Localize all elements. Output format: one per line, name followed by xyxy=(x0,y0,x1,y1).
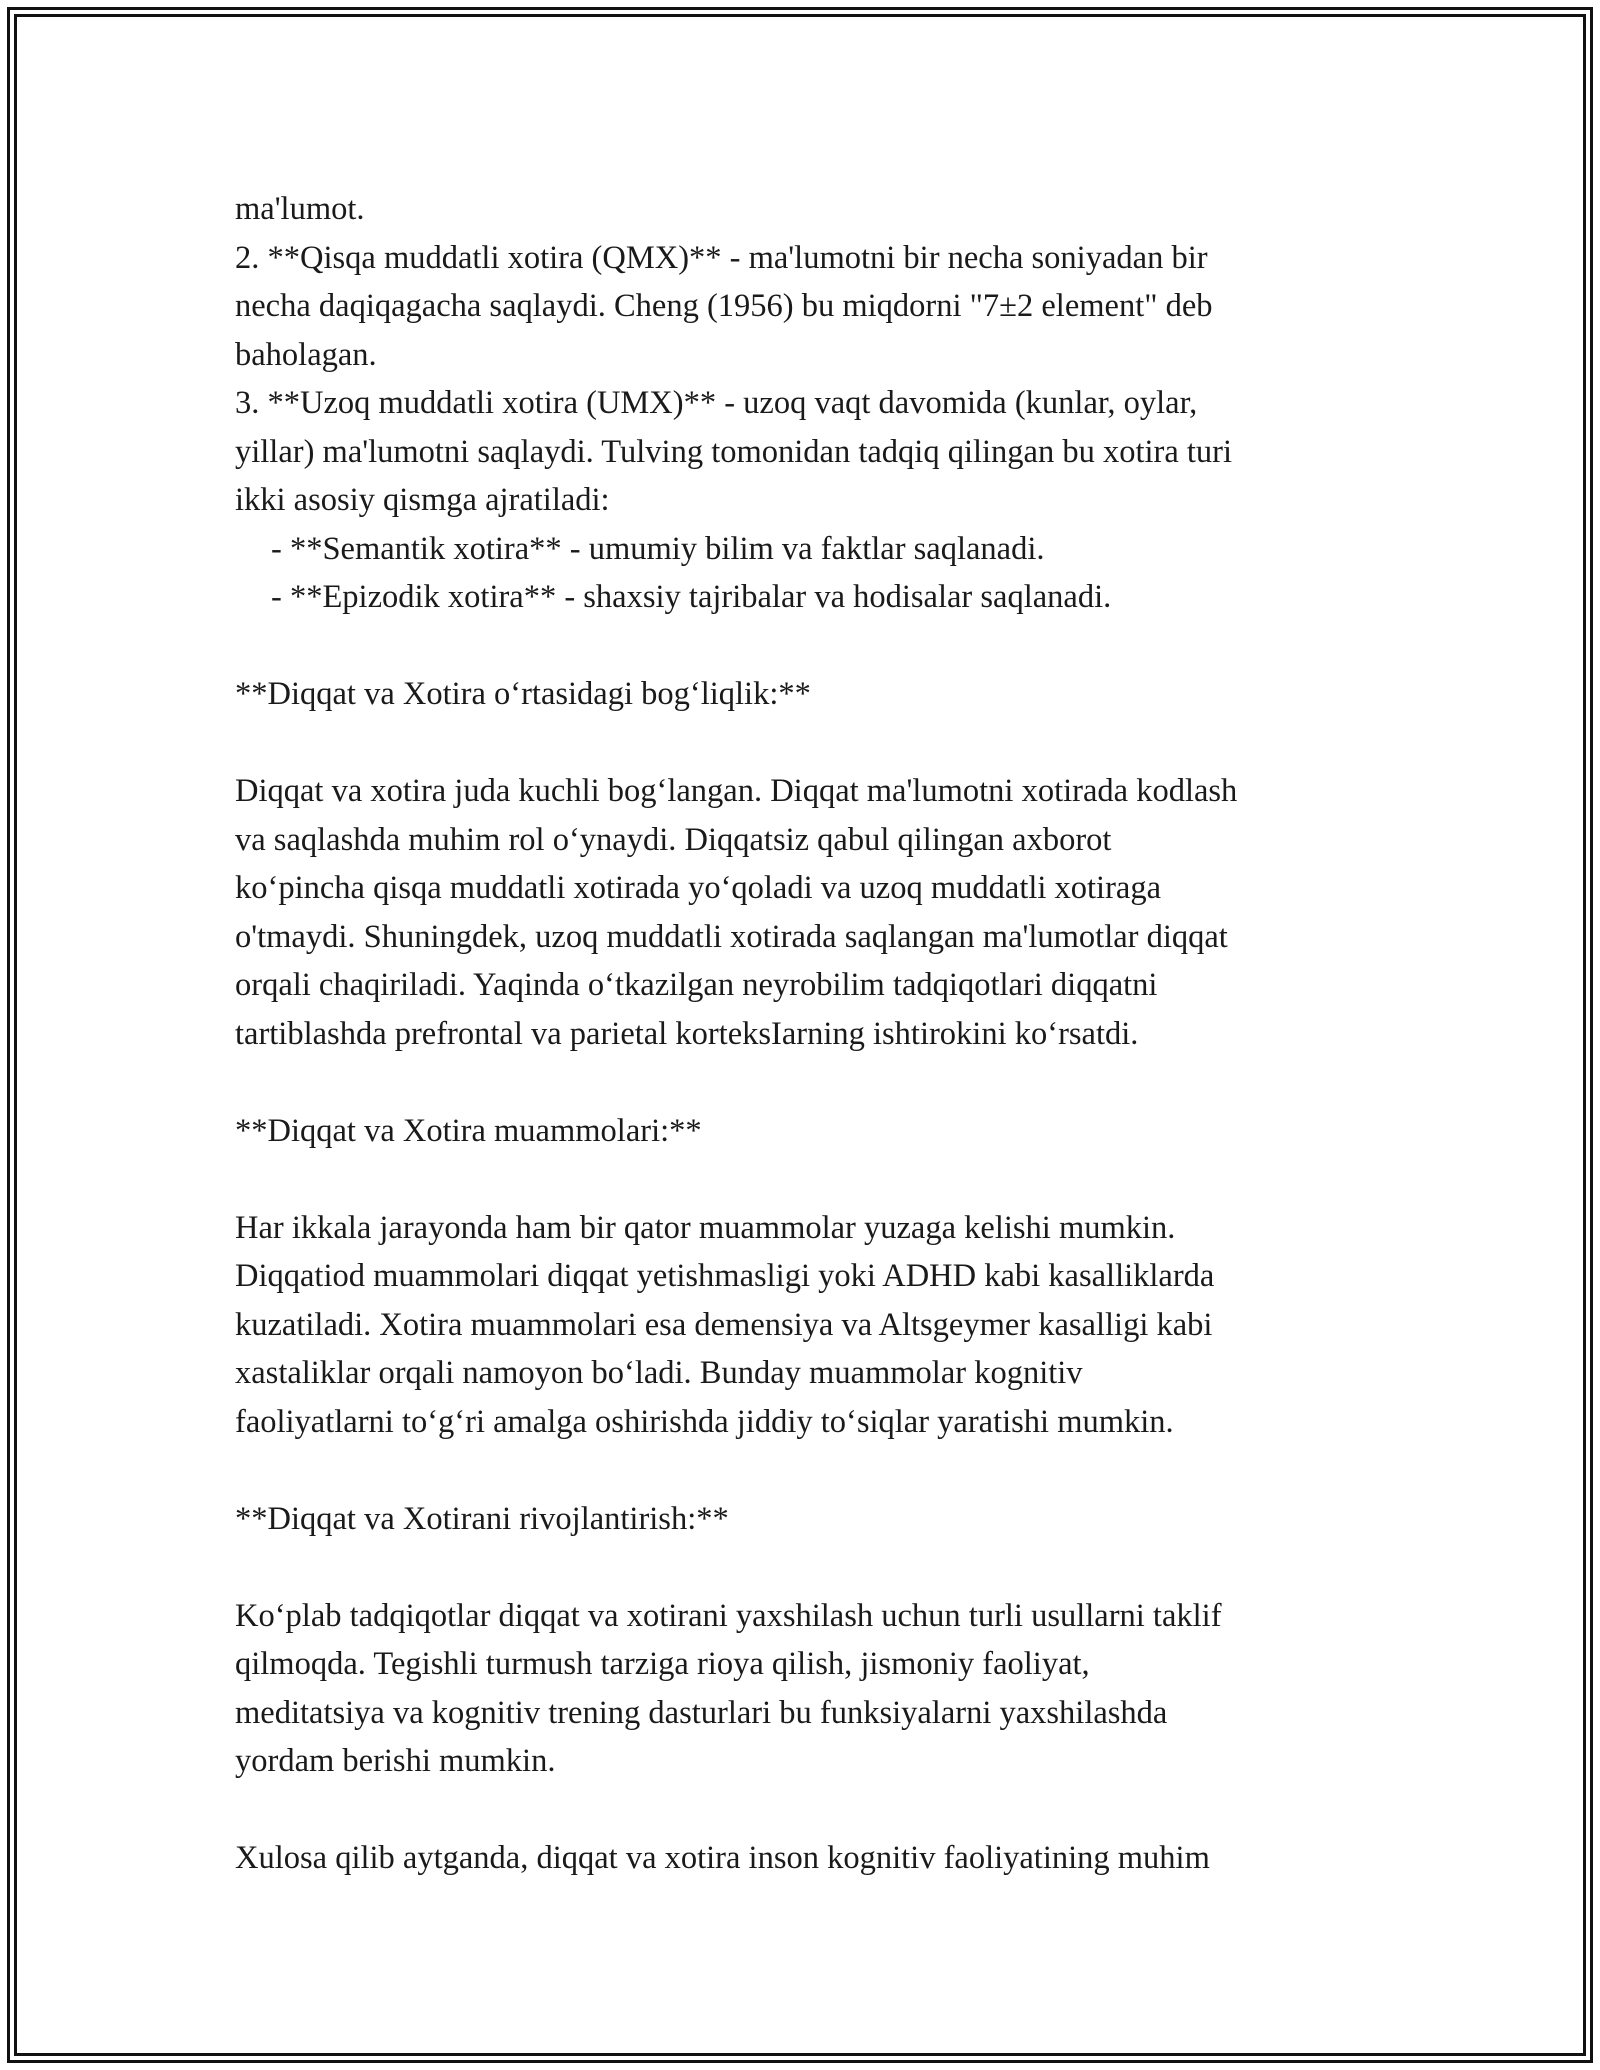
list-item-qmx: 2. **Qisqa muddatli xotira (QMX)** - ma'lumotni bir necha soniyadan bir xyxy=(235,239,1208,276)
paragraph-line: Diqqatiod muammolari diqqat yetishmasligi yoki ADHD kabi kasalliklarda xyxy=(235,1258,1215,1294)
list-item-umx: 3. **Uzoq muddatli xotira (UMX)** - uzoq vaqt davomida (kunlar, oylar, xyxy=(235,385,1198,421)
blank-line xyxy=(235,1058,1375,1107)
section-heading: **Diqqat va Xotirani rivojlantirish:** xyxy=(235,1500,729,1537)
blank-line xyxy=(235,622,1375,671)
text-line: baholagan. xyxy=(235,336,377,373)
blank-line xyxy=(235,1543,1375,1592)
paragraph-line: faoliyatlarni toʻgʻri amalga oshirishda jiddiy toʻsiqlar yaratishi mumkin. xyxy=(235,1403,1174,1440)
text-line: yillar) ma'lumotni saqlaydi. Tulving tomonidan tadqiq qilingan bu xotira turi xyxy=(235,433,1233,470)
section-heading: **Diqqat va Xotira muammolari:** xyxy=(235,1112,702,1149)
document-body xyxy=(235,185,1375,1883)
sublist-item-epizodik: - **Epizodik xotira** - shaxsiy tajribalar va hodisalar saqlanadi. xyxy=(271,579,1112,615)
text-line: necha daqiqagacha saqlaydi. Cheng (1956) bu miqdorni "7±2 element" deb xyxy=(235,288,1213,324)
section-heading: **Diqqat va Xotira oʻrtasidagi bogʻliqlik:** xyxy=(235,676,811,712)
text-line: ikki asosiy qismga ajratiladi: xyxy=(235,482,610,518)
paragraph-line: Diqqat va xotira juda kuchli bogʻlangan. Diqqat ma'lumotni xotirada kodlash xyxy=(235,773,1238,809)
blank-line xyxy=(235,719,1375,768)
paragraph-line: xastaliklar orqali namoyon boʻladi. Bunday muammolar kognitiv xyxy=(235,1355,1083,1391)
paragraph-line: qilmoqda. Tegishli turmush tarziga rioya qilish, jismoniy faoliyat, xyxy=(235,1646,1090,1682)
paragraph-line: o'tmaydi. Shuningdek, uzoq muddatli xotirada saqlangan ma'lumotlar diqqat xyxy=(235,918,1228,955)
paragraph-line: Har ikkala jarayonda ham bir qator muammolar yuzaga kelishi mumkin. xyxy=(235,1209,1176,1246)
paragraph-line: va saqlashda muhim rol oʻynaydi. Diqqatsiz qabul qilingan axborot xyxy=(235,821,1112,858)
sublist-item-semantik: - **Semantik xotira** - umumiy bilim va faktlar saqlanadi. xyxy=(271,530,1045,567)
paragraph-line: kuzatiladi. Xotira muammolari esa demensiya va Altsgeymer kasalligi kabi xyxy=(235,1306,1213,1343)
text-line: ma'lumot. xyxy=(235,191,365,227)
paragraph-line: meditatsiya va kognitiv trening dasturlari bu funksiyalarni yaxshilashda xyxy=(235,1694,1168,1731)
paragraph-line: Koʻplab tadqiqotlar diqqat va xotirani yaxshilash uchun turli usullarni taklif xyxy=(235,1597,1222,1634)
blank-line xyxy=(235,1786,1375,1835)
paragraph-line: tartiblashda prefrontal va parietal korteksIarning ishtirokini koʻrsatdi. xyxy=(235,1015,1139,1052)
blank-line xyxy=(235,1446,1375,1495)
blank-line xyxy=(235,1155,1375,1204)
paragraph-line: Xulosa qilib aytganda, diqqat va xotira inson kognitiv faoliyatining muhim xyxy=(235,1840,1210,1876)
paragraph-line: orqali chaqiriladi. Yaqinda oʻtkazilgan neyrobilim tadqiqotlari diqqatni xyxy=(235,967,1158,1003)
paragraph-line: yordam berishi mumkin. xyxy=(235,1743,556,1779)
paragraph-line: koʻpincha qisqa muddatli xotirada yoʻqoladi va uzoq muddatli xotiraga xyxy=(235,870,1162,906)
